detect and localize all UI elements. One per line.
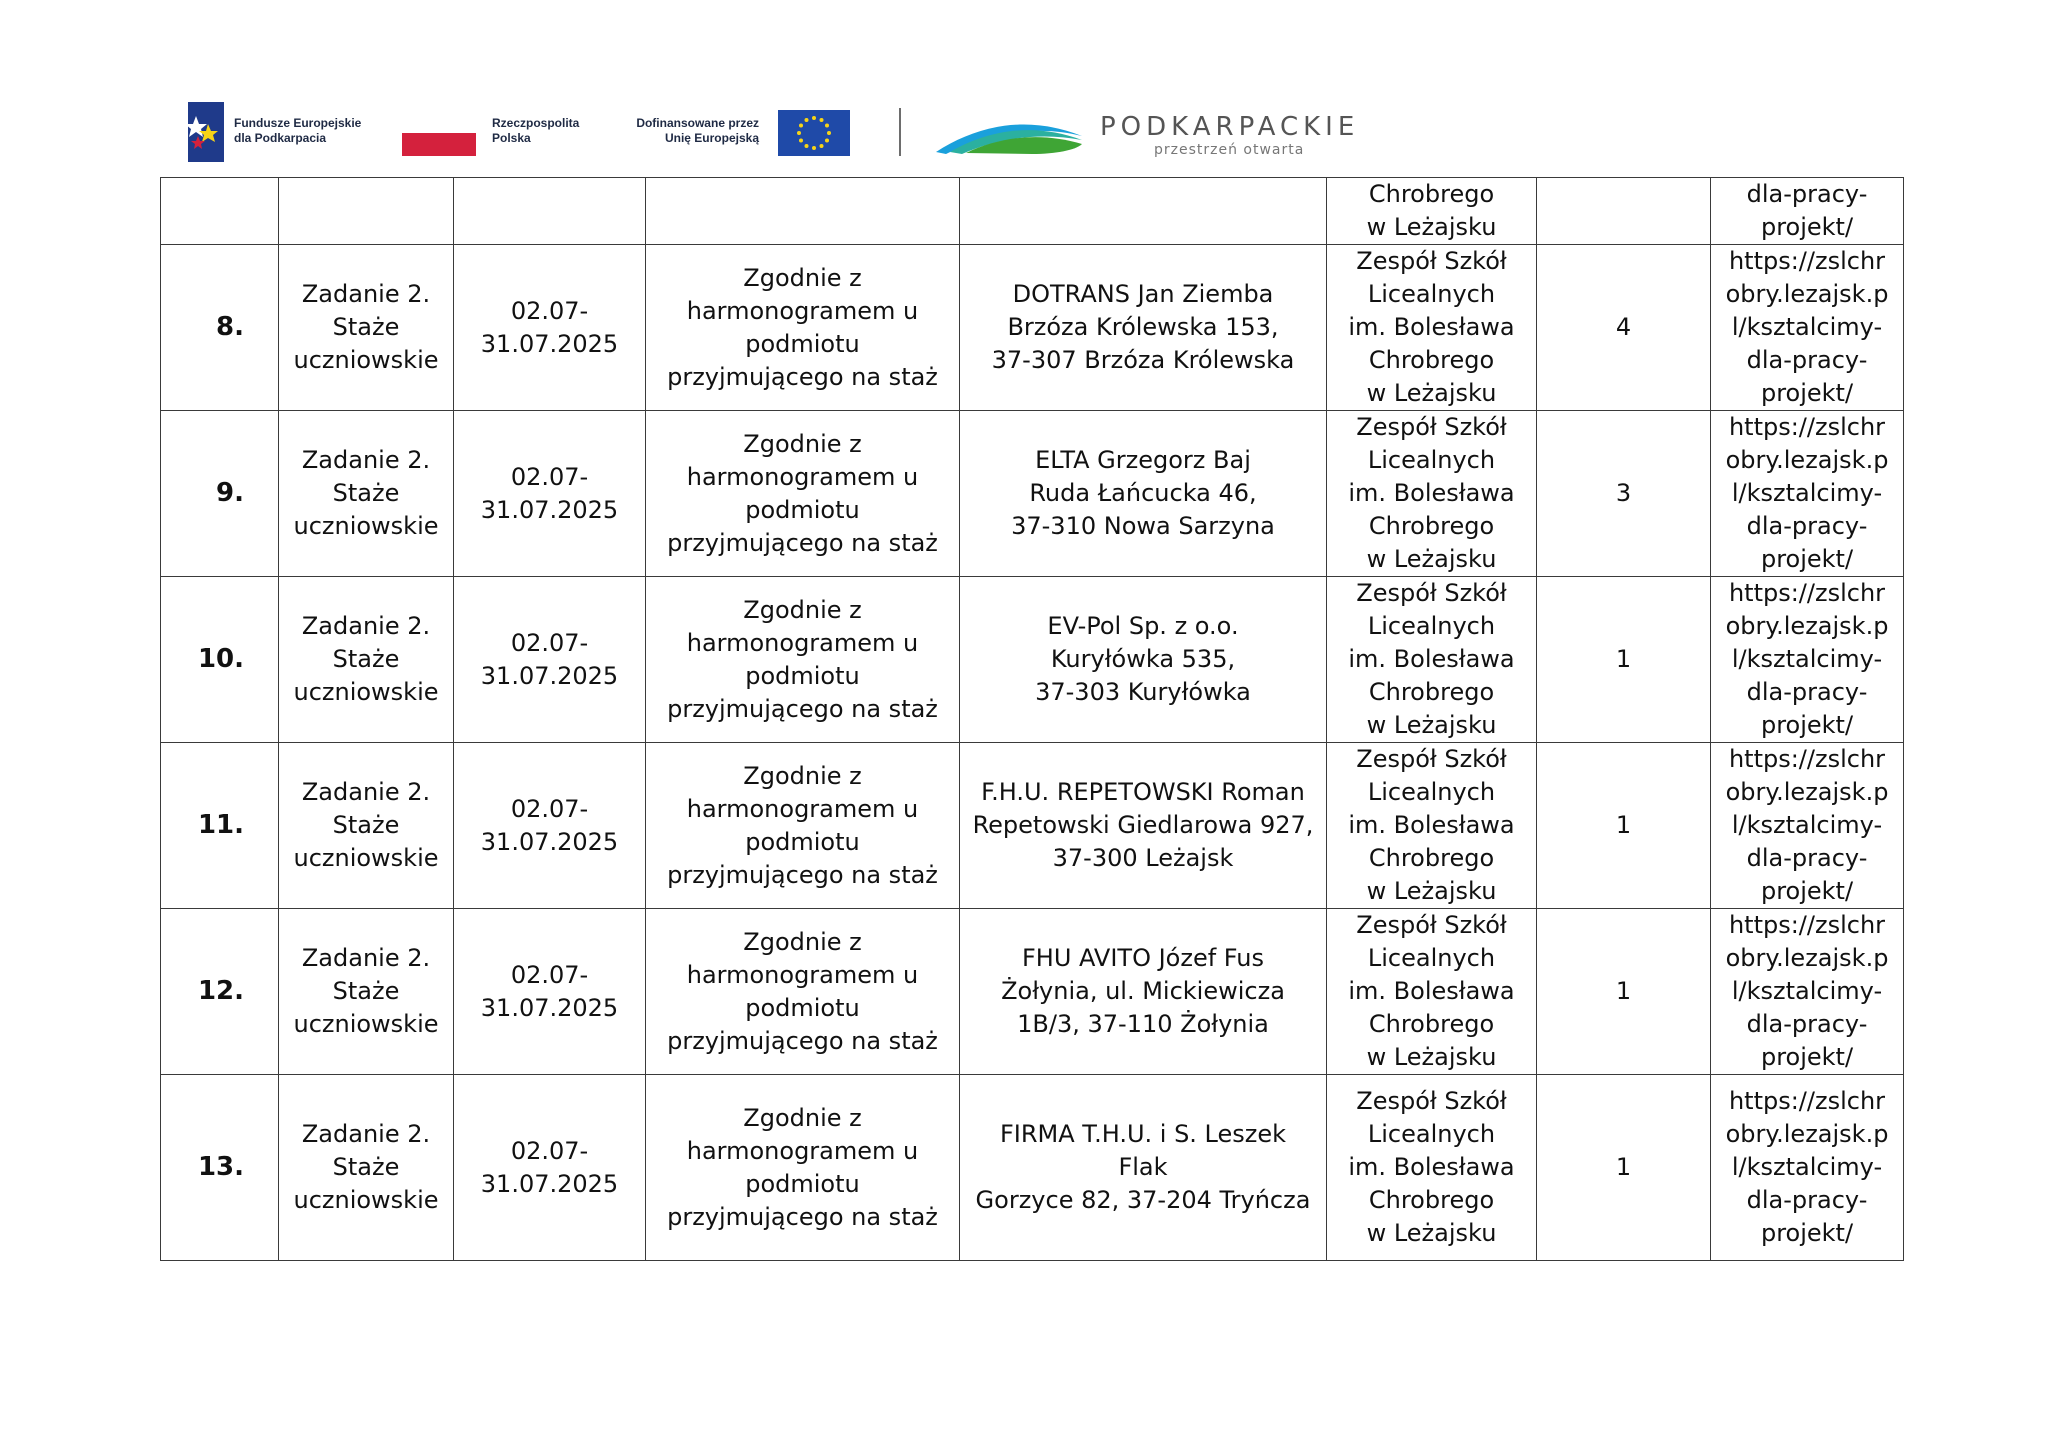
- podkarpackie-tagline: przestrzeń otwarta: [1154, 142, 1305, 158]
- table-body: [161, 178, 1904, 1261]
- cell-school: Zespół Szkół Licealnych im. Bolesława Chrobrego w Leżajsku: [1327, 245, 1537, 411]
- cell-entity: EV-Pol Sp. z o.o. Kuryłówka 535, 37-303 Kuryłówka: [960, 577, 1327, 743]
- table-row: [161, 909, 1904, 1075]
- fundusze-europejskie-text: Fundusze Europejskie dla Podkarpacia: [234, 116, 362, 145]
- fundusze-europejskie-logo: [188, 102, 224, 162]
- cell-count: [1537, 178, 1711, 245]
- cell-hours: Zgodnie z harmonogramem u podmiotu przyjmującego na staż: [646, 245, 960, 411]
- cell-count: 3: [1537, 411, 1711, 577]
- cell-entity: F.H.U. REPETOWSKI Roman Repetowski Giedlarowa 927, 37-300 Leżajsk: [960, 743, 1327, 909]
- cell-school: Zespół Szkół Licealnych im. Bolesława Chrobrego w Leżajsku: [1327, 411, 1537, 577]
- eu-cofinanced-text: Dofinansowane przez Unię Europejską: [636, 116, 759, 145]
- rzeczpospolita-polska-text: Rzeczpospolita Polska: [492, 116, 580, 145]
- cell-entity: ELTA Grzegorz Baj Ruda Łańcucka 46, 37-310 Nowa Sarzyna: [960, 411, 1327, 577]
- cell-task: Zadanie 2. Staże uczniowskie: [279, 577, 454, 743]
- cell-school: Chrobrego w Leżajsku: [1327, 178, 1537, 245]
- cell-hours: [646, 178, 960, 245]
- cell-website: https://zslchr obry.lezajsk.p l/ksztalcimy- dla-pracy- projekt/: [1711, 411, 1904, 577]
- cell-lp: 12.: [161, 909, 279, 1075]
- cell-dates: 02.07- 31.07.2025: [454, 909, 646, 1075]
- cell-hours: Zgodnie z harmonogramem u podmiotu przyjmującego na staż: [646, 1075, 960, 1261]
- table-row: [161, 577, 1904, 743]
- poland-flag: [402, 110, 476, 156]
- logo-header: [188, 98, 1368, 166]
- cell-website: https://zslchr obry.lezajsk.p l/ksztalcimy- dla-pracy- projekt/: [1711, 577, 1904, 743]
- podkarpackie-swoosh-logo: [936, 106, 1082, 156]
- cell-lp: 9.: [161, 411, 279, 577]
- cell-hours: Zgodnie z harmonogramem u podmiotu przyjmującego na staż: [646, 411, 960, 577]
- eu-flag: [778, 110, 850, 156]
- cell-dates: 02.07- 31.07.2025: [454, 411, 646, 577]
- cell-dates: 02.07- 31.07.2025: [454, 1075, 646, 1261]
- cell-task: Zadanie 2. Staże uczniowskie: [279, 1075, 454, 1261]
- internship-table: [160, 177, 1904, 1261]
- cell-count: 1: [1537, 577, 1711, 743]
- cell-school: Zespół Szkół Licealnych im. Bolesława Chrobrego w Leżajsku: [1327, 1075, 1537, 1261]
- table-row: [161, 1075, 1904, 1261]
- table-row-continuation: [161, 178, 1904, 245]
- cell-entity: DOTRANS Jan Ziemba Brzóza Królewska 153, 37-307 Brzóza Królewska: [960, 245, 1327, 411]
- cell-count: 1: [1537, 1075, 1711, 1261]
- cell-entity: [960, 178, 1327, 245]
- cell-school: Zespół Szkół Licealnych im. Bolesława Chrobrego w Leżajsku: [1327, 577, 1537, 743]
- cell-hours: Zgodnie z harmonogramem u podmiotu przyjmującego na staż: [646, 909, 960, 1075]
- cell-dates: 02.07- 31.07.2025: [454, 245, 646, 411]
- cell-lp: 13.: [161, 1075, 279, 1261]
- table-row: [161, 743, 1904, 909]
- cell-task: Zadanie 2. Staże uczniowskie: [279, 411, 454, 577]
- cell-website: https://zslchr obry.lezajsk.p l/ksztalcimy- dla-pracy- projekt/: [1711, 909, 1904, 1075]
- cell-dates: 02.07- 31.07.2025: [454, 743, 646, 909]
- cell-website: https://zslchr obry.lezajsk.p l/ksztalcimy- dla-pracy- projekt/: [1711, 1075, 1904, 1261]
- cell-count: 1: [1537, 743, 1711, 909]
- cell-website: https://zslchr obry.lezajsk.p l/ksztalcimy- dla-pracy- projekt/: [1711, 245, 1904, 411]
- cell-dates: [454, 178, 646, 245]
- cell-lp: 11.: [161, 743, 279, 909]
- cell-task: [279, 178, 454, 245]
- cell-count: 4: [1537, 245, 1711, 411]
- table-row: [161, 411, 1904, 577]
- cell-school: Zespół Szkół Licealnych im. Bolesława Chrobrego w Leżajsku: [1327, 909, 1537, 1075]
- cell-lp: [161, 178, 279, 245]
- logo-separator: [899, 108, 901, 156]
- cell-count: 1: [1537, 909, 1711, 1075]
- cell-lp: 10.: [161, 577, 279, 743]
- table-row: [161, 245, 1904, 411]
- cell-task: Zadanie 2. Staże uczniowskie: [279, 245, 454, 411]
- cell-website: dla-pracy- projekt/: [1711, 178, 1904, 245]
- cell-hours: Zgodnie z harmonogramem u podmiotu przyjmującego na staż: [646, 743, 960, 909]
- cell-entity: FIRMA T.H.U. i S. Leszek Flak Gorzyce 82, 37-204 Tryńcza: [960, 1075, 1327, 1261]
- cell-entity: FHU AVITO Józef Fus Żołynia, ul. Mickiewicza 1B/3, 37-110 Żołynia: [960, 909, 1327, 1075]
- podkarpackie-name: PODKARPACKIE: [1100, 112, 1360, 142]
- cell-lp: 8.: [161, 245, 279, 411]
- cell-task: Zadanie 2. Staże uczniowskie: [279, 743, 454, 909]
- cell-task: Zadanie 2. Staże uczniowskie: [279, 909, 454, 1075]
- cell-hours: Zgodnie z harmonogramem u podmiotu przyjmującego na staż: [646, 577, 960, 743]
- cell-school: Zespół Szkół Licealnych im. Bolesława Chrobrego w Leżajsku: [1327, 743, 1537, 909]
- cell-website: https://zslchr obry.lezajsk.p l/ksztalcimy- dla-pracy- projekt/: [1711, 743, 1904, 909]
- cell-dates: 02.07- 31.07.2025: [454, 577, 646, 743]
